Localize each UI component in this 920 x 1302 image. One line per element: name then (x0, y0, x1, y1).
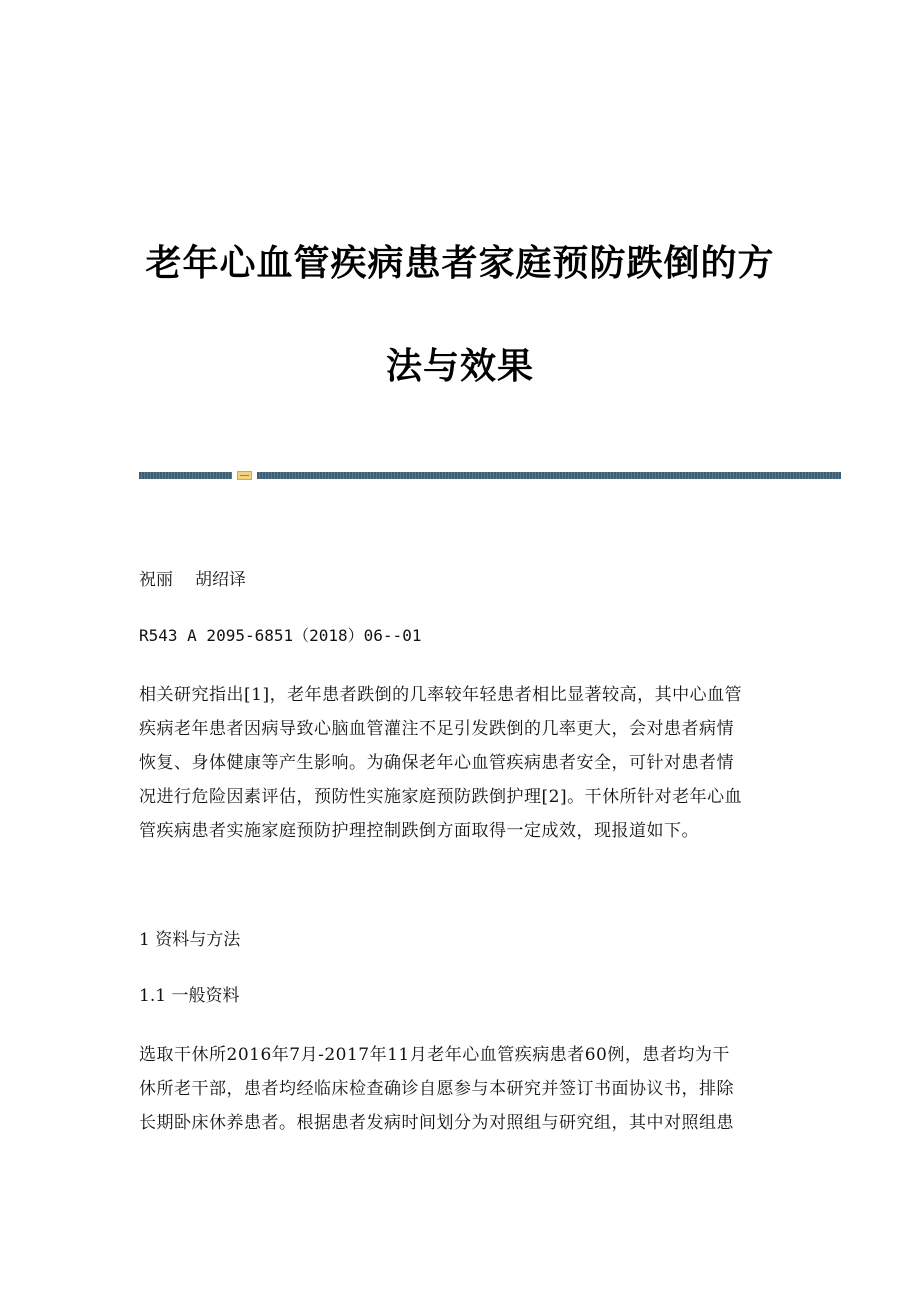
subsection-heading: 1.1 一般资料 (139, 986, 240, 1006)
text-line: 长期卧床休养患者。根据患者发病时间划分为对照组与研究组，其中对照组患 (139, 1113, 734, 1133)
text-line: 管疾病患者实施家庭预防护理控制跌倒方面取得一定成效，现报道如下。 (139, 821, 699, 841)
author-name: 胡绍译 (195, 570, 246, 590)
author-line (139, 568, 789, 592)
title-line-2: 法与效果 (385, 346, 534, 388)
classification-code: R543 A 2095-6851（2018）06--01 (139, 626, 422, 645)
text-line: 休所老干部，患者均经临床检查确诊自愿参与本研究并签订书面协议书，排除 (139, 1079, 734, 1099)
divider-emblem-icon (237, 471, 252, 480)
document-title (0, 212, 920, 418)
text-line: 况进行危险因素评估，预防性实施家庭预防跌倒护理[2]。干休所针对老年心血 (139, 787, 743, 807)
author-name: 祝丽 (139, 570, 173, 590)
text-line: 选取干休所2016年7月-2017年11月老年心血管疾病患者60例，患者均为干 (139, 1045, 730, 1065)
text-line: 疾病老年患者因病导致心脑血管灌注不足引发跌倒的几率更大，会对患者病情 (139, 719, 734, 739)
intro-paragraph (139, 678, 789, 848)
section-heading: 1 资料与方法 (139, 930, 241, 950)
title-line-1: 老年心血管疾病患者家庭预防跌倒的方 (145, 243, 775, 285)
text-line: 恢复、身体健康等产生影响。为确保老年心血管疾病患者安全，可针对患者情 (139, 753, 734, 773)
divider-bar-right (257, 472, 841, 479)
general-info-paragraph (139, 1038, 789, 1140)
text-line: 相关研究指出[1]，老年患者跌倒的几率较年轻患者相比显著较高，其中心血管 (139, 685, 743, 705)
title-divider (139, 471, 841, 481)
divider-bar-left (139, 472, 232, 479)
